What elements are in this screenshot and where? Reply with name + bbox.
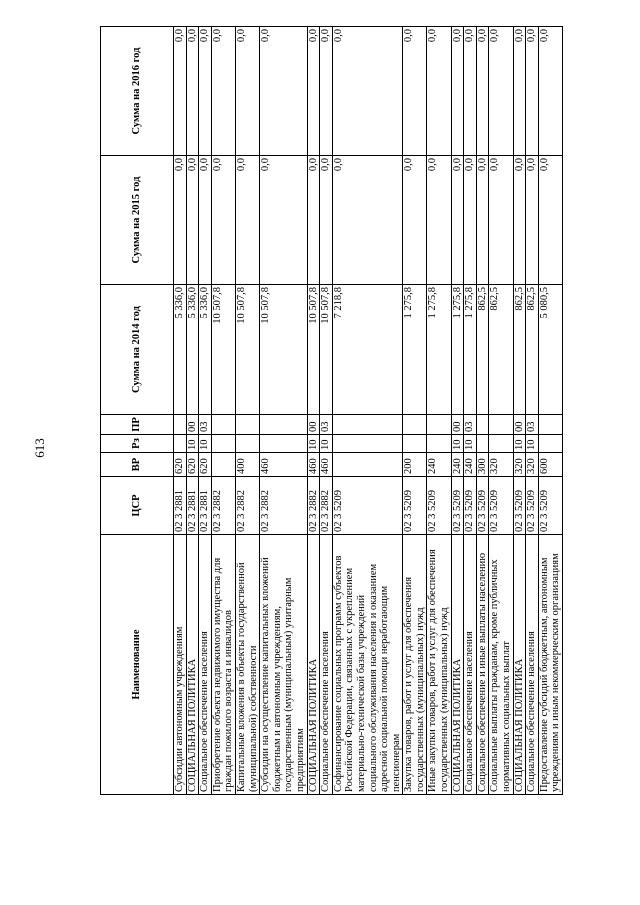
cell-rz [538,435,562,453]
cell-vr: 620 [174,453,187,477]
table-header-row [101,27,174,795]
cell-sum-2015: 0,0 [307,156,320,285]
cell-rz: 10 [513,435,526,453]
cell-rz: 10 [464,435,477,453]
header-name: Наименование [101,535,174,795]
cell-vr: 460 [307,453,320,477]
table-wrapper [100,27,562,795]
cell-vr: 320 [526,453,539,477]
cell-rz [403,435,427,453]
cell-vr: 240 [451,453,464,477]
cell-csr: 02 3 5209 [451,477,464,535]
cell-sum-2015: 0,0 [403,156,427,285]
cell-sum-2015: 0,0 [489,156,513,285]
cell-csr: 02 3 5209 [513,477,526,535]
cell-csr: 02 3 2881 [174,477,187,535]
cell-sum-2016: 0,0 [489,27,513,156]
header-vr: ВР [101,453,174,477]
cell-rz [260,435,307,453]
cell-sum-2014: 862,5 [526,285,539,415]
cell-pr [476,415,489,435]
cell-name: Капитальные вложения в объекты государственной (муниципальной) собственности [235,535,259,795]
table-row [403,27,427,795]
cell-pr: 00 [307,415,320,435]
cell-sum-2014: 10 507,8 [260,285,307,415]
header-sum-2016: Сумма на 2016 год [101,27,174,156]
cell-sum-2015: 0,0 [174,156,187,285]
cell-csr: 02 3 2881 [199,477,212,535]
cell-sum-2014: 7 218,8 [332,285,403,415]
cell-name: СОЦИАЛЬНАЯ ПОЛИТИКА [451,535,464,795]
cell-vr: 300 [476,453,489,477]
cell-rz [332,435,403,453]
cell-pr [538,415,562,435]
cell-name: Предоставление субсидий бюджетным, автономным учреждениям и иным некоммерческим организациям [538,535,562,795]
cell-sum-2015: 0,0 [513,156,526,285]
cell-name: СОЦИАЛЬНАЯ ПОЛИТИКА [513,535,526,795]
cell-sum-2016: 0,0 [174,27,187,156]
cell-sum-2015: 0,0 [476,156,489,285]
cell-sum-2016: 0,0 [538,27,562,156]
cell-name: Субсидии на осуществление капитальных вложений бюджетным и автономным учреждениям, государственным (муниципальным) унитарным предприятиям [260,535,307,795]
cell-sum-2014: 10 507,8 [307,285,320,415]
cell-name: Закупка товаров, работ и услуг для обеспечения государственных (муниципальных) нужд [403,535,427,795]
cell-csr: 02 3 2882 [307,477,320,535]
cell-pr [211,415,235,435]
cell-csr: 02 3 5209 [476,477,489,535]
cell-vr: 620 [199,453,212,477]
cell-sum-2016: 0,0 [307,27,320,156]
cell-rz [427,435,451,453]
table-row [489,27,513,795]
cell-rz [489,435,513,453]
cell-rz [476,435,489,453]
header-rz: Рз [101,435,174,453]
cell-pr [427,415,451,435]
cell-sum-2014: 1 275,8 [451,285,464,415]
table-row [320,27,333,795]
cell-sum-2015: 0,0 [538,156,562,285]
table-row [526,27,539,795]
cell-csr: 02 3 2881 [186,477,199,535]
rotated-table-container [100,27,562,795]
cell-sum-2014: 1 275,8 [464,285,477,415]
cell-pr [174,415,187,435]
cell-sum-2014: 5 336,0 [174,285,187,415]
cell-sum-2015: 0,0 [199,156,212,285]
cell-sum-2015: 0,0 [260,156,307,285]
cell-csr: 02 3 2882 [211,477,235,535]
cell-csr: 02 3 5209 [464,477,477,535]
cell-sum-2014: 5 336,0 [186,285,199,415]
cell-sum-2016: 0,0 [464,27,477,156]
table-row [332,27,403,795]
header-sum-2014: Сумма на 2014 год [101,285,174,415]
cell-sum-2015: 0,0 [526,156,539,285]
cell-pr: 00 [451,415,464,435]
cell-csr: 02 3 5209 [403,477,427,535]
table-row [427,27,451,795]
cell-sum-2016: 0,0 [199,27,212,156]
cell-csr: 02 3 5209 [427,477,451,535]
cell-vr: 620 [186,453,199,477]
budget-table [100,26,563,795]
cell-sum-2016: 0,0 [403,27,427,156]
cell-sum-2014: 10 507,8 [211,285,235,415]
cell-sum-2016: 0,0 [476,27,489,156]
cell-rz: 10 [186,435,199,453]
cell-sum-2015: 0,0 [235,156,259,285]
table-row [451,27,464,795]
page-number: 613 [31,438,47,458]
cell-rz [235,435,259,453]
cell-sum-2016: 0,0 [513,27,526,156]
table-row [464,27,477,795]
cell-csr: 02 3 5209 [489,477,513,535]
cell-csr: 02 3 2882 [260,477,307,535]
header-csr: ЦСР [101,477,174,535]
cell-pr [489,415,513,435]
cell-pr: 03 [199,415,212,435]
cell-sum-2015: 0,0 [427,156,451,285]
cell-name: СОЦИАЛЬНАЯ ПОЛИТИКА [307,535,320,795]
cell-pr: 03 [464,415,477,435]
cell-name: Социальное обеспечение населения [464,535,477,795]
cell-sum-2016: 0,0 [427,27,451,156]
cell-vr: 200 [403,453,427,477]
cell-vr: 240 [427,453,451,477]
cell-pr [403,415,427,435]
table-row [174,27,187,795]
cell-sum-2016: 0,0 [320,27,333,156]
cell-sum-2016: 0,0 [451,27,464,156]
header-sum-2015: Сумма на 2015 год [101,156,174,285]
cell-vr: 460 [260,453,307,477]
cell-sum-2014: 862,5 [489,285,513,415]
cell-vr: 600 [538,453,562,477]
cell-sum-2015: 0,0 [451,156,464,285]
cell-sum-2016: 0,0 [186,27,199,156]
cell-csr: 02 3 5209 [526,477,539,535]
cell-sum-2014: 1 275,8 [427,285,451,415]
cell-sum-2014: 1 275,8 [403,285,427,415]
cell-vr: 400 [235,453,259,477]
table-row [199,27,212,795]
cell-csr: 02 3 2882 [235,477,259,535]
cell-rz [211,435,235,453]
cell-name: Социальное обеспечение населения [320,535,333,795]
cell-pr [260,415,307,435]
cell-csr: 02 3 5209 [332,477,403,535]
cell-pr [235,415,259,435]
cell-csr: 02 3 5209 [538,477,562,535]
cell-sum-2016: 0,0 [332,27,403,156]
cell-pr: 00 [513,415,526,435]
cell-sum-2015: 0,0 [186,156,199,285]
cell-sum-2014: 5 336,0 [199,285,212,415]
cell-sum-2014: 10 507,8 [320,285,333,415]
cell-sum-2015: 0,0 [332,156,403,285]
table-row [476,27,489,795]
cell-sum-2016: 0,0 [235,27,259,156]
cell-sum-2015: 0,0 [320,156,333,285]
cell-pr: 03 [526,415,539,435]
cell-vr: 320 [513,453,526,477]
cell-sum-2014: 10 507,8 [235,285,259,415]
table-row [211,27,235,795]
cell-name: Социальное обеспечение населения [526,535,539,795]
header-pr: ПР [101,415,174,435]
cell-pr [332,415,403,435]
cell-rz: 10 [320,435,333,453]
table-row [260,27,307,795]
cell-rz: 10 [526,435,539,453]
cell-sum-2015: 0,0 [211,156,235,285]
table-row [307,27,320,795]
cell-name: Приобретение объекта недвижимого имущества для граждан пожилого возраста и инвалидов [211,535,235,795]
cell-name: Социальное обеспечение и иные выплаты населению [476,535,489,795]
cell-rz: 10 [199,435,212,453]
cell-sum-2015: 0,0 [464,156,477,285]
cell-rz: 10 [307,435,320,453]
cell-name: Социальное обеспечение населения [199,535,212,795]
cell-vr [211,453,235,477]
table-row [513,27,526,795]
table-row [186,27,199,795]
cell-csr: 02 3 2882 [320,477,333,535]
table-row [538,27,562,795]
cell-vr: 460 [320,453,333,477]
cell-rz [174,435,187,453]
cell-name: СОЦИАЛЬНАЯ ПОЛИТИКА [186,535,199,795]
cell-name: Иные закупки товаров, работ и услуг для обеспечения государственных (муниципальных) нужд [427,535,451,795]
cell-sum-2014: 862,5 [513,285,526,415]
cell-vr [332,453,403,477]
cell-vr: 240 [464,453,477,477]
cell-vr: 320 [489,453,513,477]
cell-name: Субсидии автономным учреждениям [174,535,187,795]
cell-sum-2016: 0,0 [211,27,235,156]
cell-name: Софинансирование социальных программ субъектов Российской Федерации, связанных с укреплением материально-технической базы учреждений социального обслуживания населения и оказанием адресной социальной помощи неработающим пенсионерам [332,535,403,795]
cell-pr: 03 [320,415,333,435]
cell-sum-2014: 862,5 [476,285,489,415]
cell-name: Социальные выплаты гражданам, кроме публичных нормативных социальных выплат [489,535,513,795]
cell-sum-2016: 0,0 [526,27,539,156]
cell-pr: 00 [186,415,199,435]
cell-sum-2014: 5 080,5 [538,285,562,415]
table-row [235,27,259,795]
cell-rz: 10 [451,435,464,453]
cell-sum-2016: 0,0 [260,27,307,156]
